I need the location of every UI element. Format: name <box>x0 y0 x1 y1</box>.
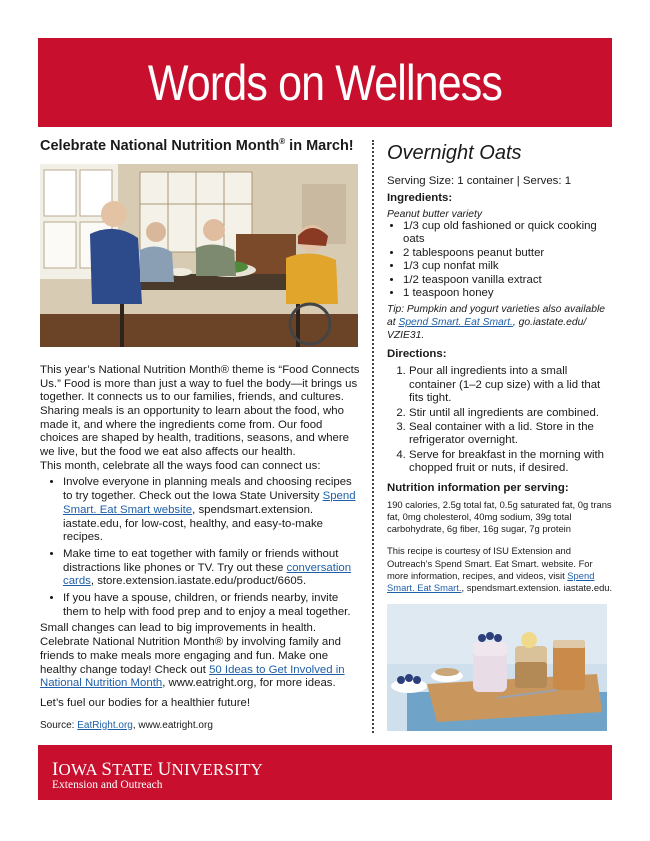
list-item <box>63 476 362 545</box>
tip-text: Tip: Pumpkin and yogurt varieties also available at <box>387 304 605 329</box>
tips-list <box>40 476 362 619</box>
spend-smart-link[interactable]: Spend Smart. Eat Smart website <box>63 490 356 516</box>
list-item: • 1/2 teaspoon vanilla extract <box>403 274 615 287</box>
overnight-oats-photo <box>387 604 607 731</box>
serving-info: Serving Size: 1 container | Serves: 1 <box>387 175 572 187</box>
wordmark-initial: I <box>52 759 59 780</box>
extension-outreach: Extension and Outreach <box>52 779 163 791</box>
nutrition-facts: 190 calories, 2.5g total fat, 0.5g saturated fat, 0g trans fat, 0mg cholesterol, 40mg sodium, 39g total carbohydrate, 6g fiber, 16g sugar, 7g protein <box>387 498 612 535</box>
source-line <box>40 719 362 733</box>
bullet1-tail: , spendsmart.extension. iastate.edu, for low-cost, healthy, and easy-to-make recipes. <box>63 503 324 544</box>
intro-paragraph: This year’s National Nutrition Month® theme is “Food Connects Us.” Food is more than just a way to fuel the body—it brings us together. It connects us to our families, friends, and cultures. Sharing meals is an opportunity to learn about the food, who made it, and where the ingredients come from. Our food choices are shaped by health, traditions, seasons, and where we live, but the food we eat also affects our health. <box>40 363 360 459</box>
newsletter-title: Words on Wellness <box>147 54 503 111</box>
wordmark-part: TATE <box>112 760 158 779</box>
directions-list <box>387 365 615 475</box>
family-meal-photo <box>40 164 358 347</box>
list-item: • 1/3 cup old fashioned or quick cooking oats <box>403 220 615 247</box>
list-item: • 1/3 cup nonfat milk <box>403 260 615 273</box>
wordmark-part: NIVERSITY <box>171 760 264 779</box>
column-divider <box>372 140 374 733</box>
tip-note <box>387 303 615 342</box>
recipe-title: Overnight Oats <box>387 142 522 164</box>
lead-sentence: This month, celebrate all the ways food can connect us: <box>40 459 321 472</box>
wordmark-initial: S <box>101 759 113 780</box>
spend-smart-courtesy-link[interactable]: Spend Smart. Eat Smart. <box>387 569 595 593</box>
bullet2-tail: , store.extension.iastate.edu/product/6605. <box>90 575 307 588</box>
ingredients-list <box>387 220 615 300</box>
courtesy-tail: , spendsmart.extension. iastate.edu. <box>461 581 613 593</box>
wordmark-initial: U <box>157 759 172 780</box>
university-wordmark <box>52 759 263 781</box>
recipe-column <box>387 142 615 594</box>
closing-paragraph <box>40 622 362 691</box>
bullet1-text: Involve everyone in planning meals and choosing recipes to try together. Check out the Iowa State University <box>63 476 352 503</box>
closing-tail: , www.eatright.org, for more ideas. <box>162 677 336 690</box>
eatright-link[interactable]: EatRight.org <box>77 719 133 731</box>
fifty-ideas-link[interactable]: 50 Ideas to Get Involved in National Nutrition Month <box>40 663 345 690</box>
courtesy-note <box>387 545 615 594</box>
courtesy-text: This recipe is courtesy of ISU Extension and Outreach’s Spend Smart. Eat Smart. website. For more information, recipes, and videos, visit <box>387 545 593 581</box>
bullet2-text: Make time to eat together with family or friends without distractions like phones or TV. Try out these <box>63 547 339 574</box>
ingredients-heading: Ingredients: <box>387 192 453 204</box>
list-item: 2. Stir until all ingredients are combined. <box>409 407 615 420</box>
tip-tail: , go.iastate.edu/ VZIE31. <box>387 317 587 342</box>
fuel-sentence: Let’s fuel our bodies for a healthier future! <box>40 697 251 709</box>
directions-heading: Directions: <box>387 348 447 361</box>
article-heading <box>40 137 362 154</box>
list-item: 3. Seal container with a lid. Store in the refrigerator overnight. <box>409 421 615 448</box>
list-item: • If you have a spouse, children, or friends nearby, invite them to help with food prep and to enjoy a meal together. <box>63 592 362 619</box>
source-label: Source: <box>40 719 78 731</box>
registered-mark: ® <box>279 137 286 146</box>
source-tail: , www.eatright.org <box>132 719 213 731</box>
variety-label: Peanut butter variety <box>387 209 483 220</box>
list-item: • 1 teaspoon honey <box>403 287 615 300</box>
list-item <box>63 548 362 589</box>
footer-bar <box>38 745 612 800</box>
list-item: • 2 tablespoons peanut butter <box>403 247 615 260</box>
spend-smart-tip-link[interactable]: Spend Smart. Eat Smart. <box>398 317 513 329</box>
closing-text: Small changes can lead to big improvements in health. Celebrate National Nutrition Month® by involving family and friends to make meals more engaging and fun. Make one healthy change today! Check out <box>40 622 341 676</box>
conversation-cards-link[interactable]: conversation cards <box>63 561 352 588</box>
heading-text: Celebrate National Nutrition Month <box>40 137 280 154</box>
nutrition-heading: Nutrition information per serving: <box>387 481 569 494</box>
heading-tail: in March! <box>285 137 354 154</box>
title-banner <box>38 38 612 127</box>
article-column <box>40 137 362 732</box>
wordmark-part: OWA <box>58 760 102 779</box>
list-item: 1. Pour all ingredients into a small container (1–2 cup size) with a lid that fits tight. <box>409 365 615 405</box>
list-item: 4. Serve for breakfast in the morning with chopped fruit or nuts, if desired. <box>409 449 615 476</box>
